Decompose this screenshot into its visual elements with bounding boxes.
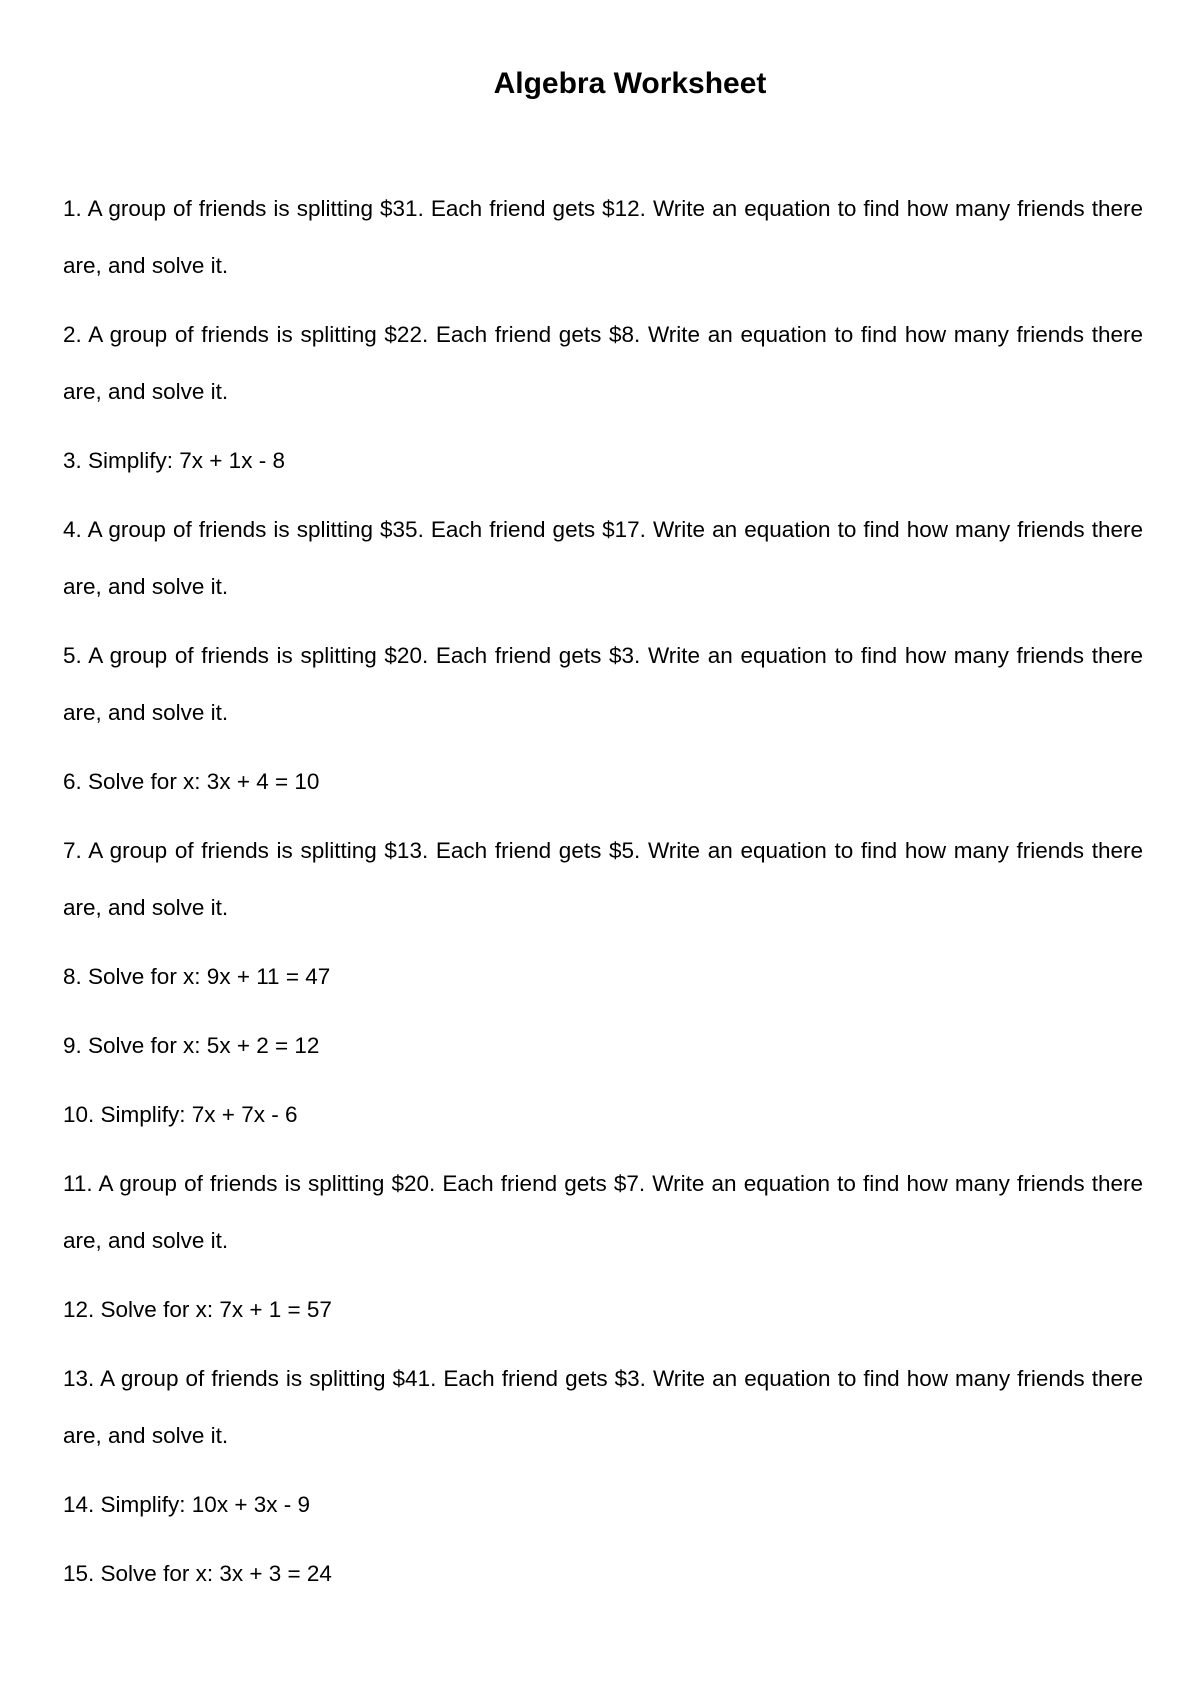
problem-7: 7. A group of friends is splitting $13. Each friend gets $5. Write an equation to find how many friends there are, and solve it. [63, 838, 1143, 920]
problem-13: 13. A group of friends is splitting $41. Each friend gets $3. Write an equation to find how many friends there are, and solve it. [63, 1366, 1143, 1448]
problem-15: 15. Solve for x: 3x + 3 = 24 [63, 1561, 332, 1586]
problem-1: 1. A group of friends is splitting $31. Each friend gets $12. Write an equation to find how many friends there are, and solve it. [63, 196, 1143, 278]
problem-11: 11. A group of friends is splitting $20. Each friend gets $7. Write an equation to find how many friends there are, and solve it. [63, 1171, 1143, 1253]
problem-3: 3. Simplify: 7x + 1x - 8 [63, 448, 285, 473]
problem-4: 4. A group of friends is splitting $35. Each friend gets $17. Write an equation to find how many friends there are, and solve it. [63, 517, 1143, 599]
problem-5: 5. A group of friends is splitting $20. Each friend gets $3. Write an equation to find how many friends there are, and solve it. [63, 643, 1143, 725]
problem-14: 14. Simplify: 10x + 3x - 9 [63, 1492, 310, 1517]
page-title: Algebra Worksheet [493, 67, 767, 100]
problem-list [63, 180, 1143, 1614]
problem-12: 12. Solve for x: 7x + 1 = 57 [63, 1297, 332, 1322]
problem-6: 6. Solve for x: 3x + 4 = 10 [63, 769, 320, 794]
problem-9: 9. Solve for x: 5x + 2 = 12 [63, 1033, 320, 1058]
problem-2: 2. A group of friends is splitting $22. Each friend gets $8. Write an equation to find how many friends there are, and solve it. [63, 322, 1143, 404]
problem-8: 8. Solve for x: 9x + 11 = 47 [63, 964, 331, 989]
problem-10: 10. Simplify: 7x + 7x - 6 [63, 1102, 298, 1127]
